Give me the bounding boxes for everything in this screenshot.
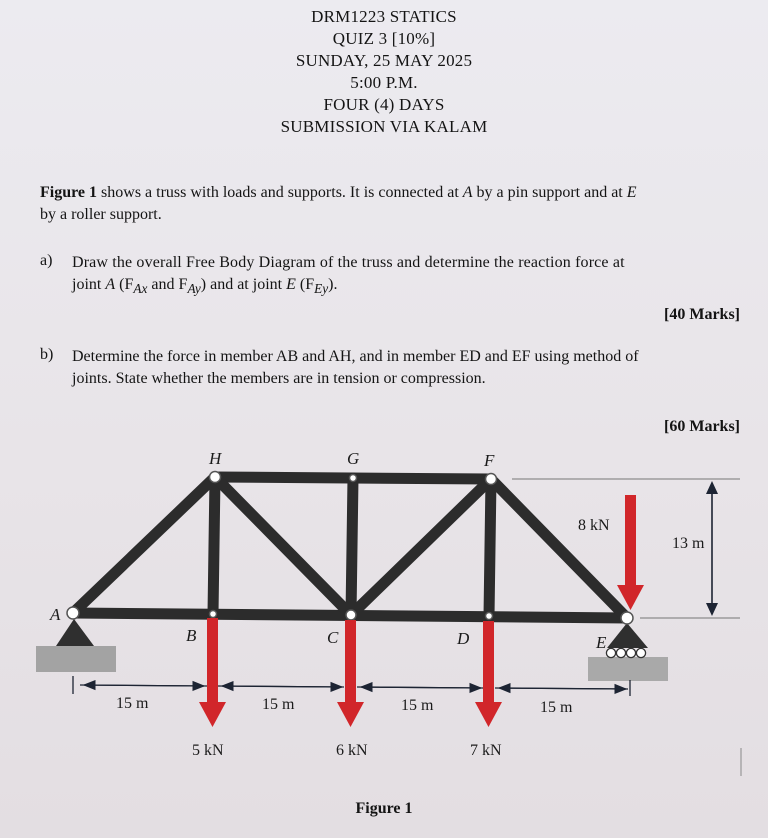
node-label-c: C [327, 628, 339, 647]
member-hc [215, 477, 351, 615]
load-label-d: 7 kN [470, 742, 502, 759]
load-label-e: 8 kN [578, 517, 610, 534]
truss-figure [0, 438, 768, 838]
load-label-c: 6 kN [336, 742, 368, 759]
pin-support-a [36, 619, 116, 672]
load-arrow-e [617, 495, 644, 610]
node-label-g: G [347, 449, 360, 468]
quiz-header [0, 6, 768, 138]
truss-members [73, 477, 627, 618]
node-label-e: E [596, 633, 607, 652]
node-label-b: B [186, 626, 197, 645]
load-arrow-d [475, 621, 502, 727]
figure-ref: Figure 1 [40, 184, 98, 201]
question-a-marks: [40 Marks] [664, 306, 740, 323]
quiz-date: SUNDAY, 25 MAY 2025 [295, 51, 473, 70]
roller-support-e [588, 623, 668, 681]
course-title: DRM1223 STATICS [311, 7, 457, 26]
question-b-marks: [60 Marks] [664, 418, 740, 435]
height-label: 13 m [672, 535, 705, 552]
span-label-bc: 15 m [262, 696, 295, 713]
member-fe [491, 479, 627, 618]
member-cf [351, 479, 491, 615]
intro-paragraph: Figure 1 shows a truss with loads and supports. It is connected at A by a pin support and at E by a roller support. [40, 184, 637, 223]
node-label-d: D [457, 629, 470, 648]
load-arrow-c [337, 620, 364, 727]
member-gc [351, 478, 353, 615]
figure-caption: Figure 1 [355, 800, 413, 817]
question-a-text: Draw the overall Free Body Diagram of the truss and determine the reaction force at joint A ($F_{Ax}$ and $F_{Ay}$) and at joint E $(F_{Ey})$. [72, 254, 625, 297]
load-arrow-b [199, 618, 226, 727]
question-b-text: Determine the force in member AB and AH, and in member ED and EF using method of joints. State whether the members are in tension or compression. [72, 348, 639, 387]
node-label-a: A [50, 605, 61, 624]
quiz-time: 5:00 P.M. [350, 73, 418, 92]
question-a-label: a) [40, 252, 53, 269]
quiz-duration: FOUR (4) DAYS [323, 95, 445, 114]
span-label-ab: 15 m [116, 695, 149, 712]
span-label-cd: 15 m [401, 697, 434, 714]
member-fd [489, 479, 491, 616]
quiz-title: QUIZ 3 [10%] [332, 29, 436, 48]
node-label-h: H [209, 449, 222, 468]
span-label-de: 15 m [540, 699, 573, 716]
member-hb [213, 477, 215, 614]
member-ah [73, 477, 215, 613]
node-label-f: F [484, 451, 495, 470]
height-dimension [672, 481, 718, 616]
question-b-label: b) [40, 346, 54, 363]
load-label-b: 5 kN [192, 742, 224, 759]
submission-note: SUBMISSION VIA KALAM [280, 117, 488, 136]
